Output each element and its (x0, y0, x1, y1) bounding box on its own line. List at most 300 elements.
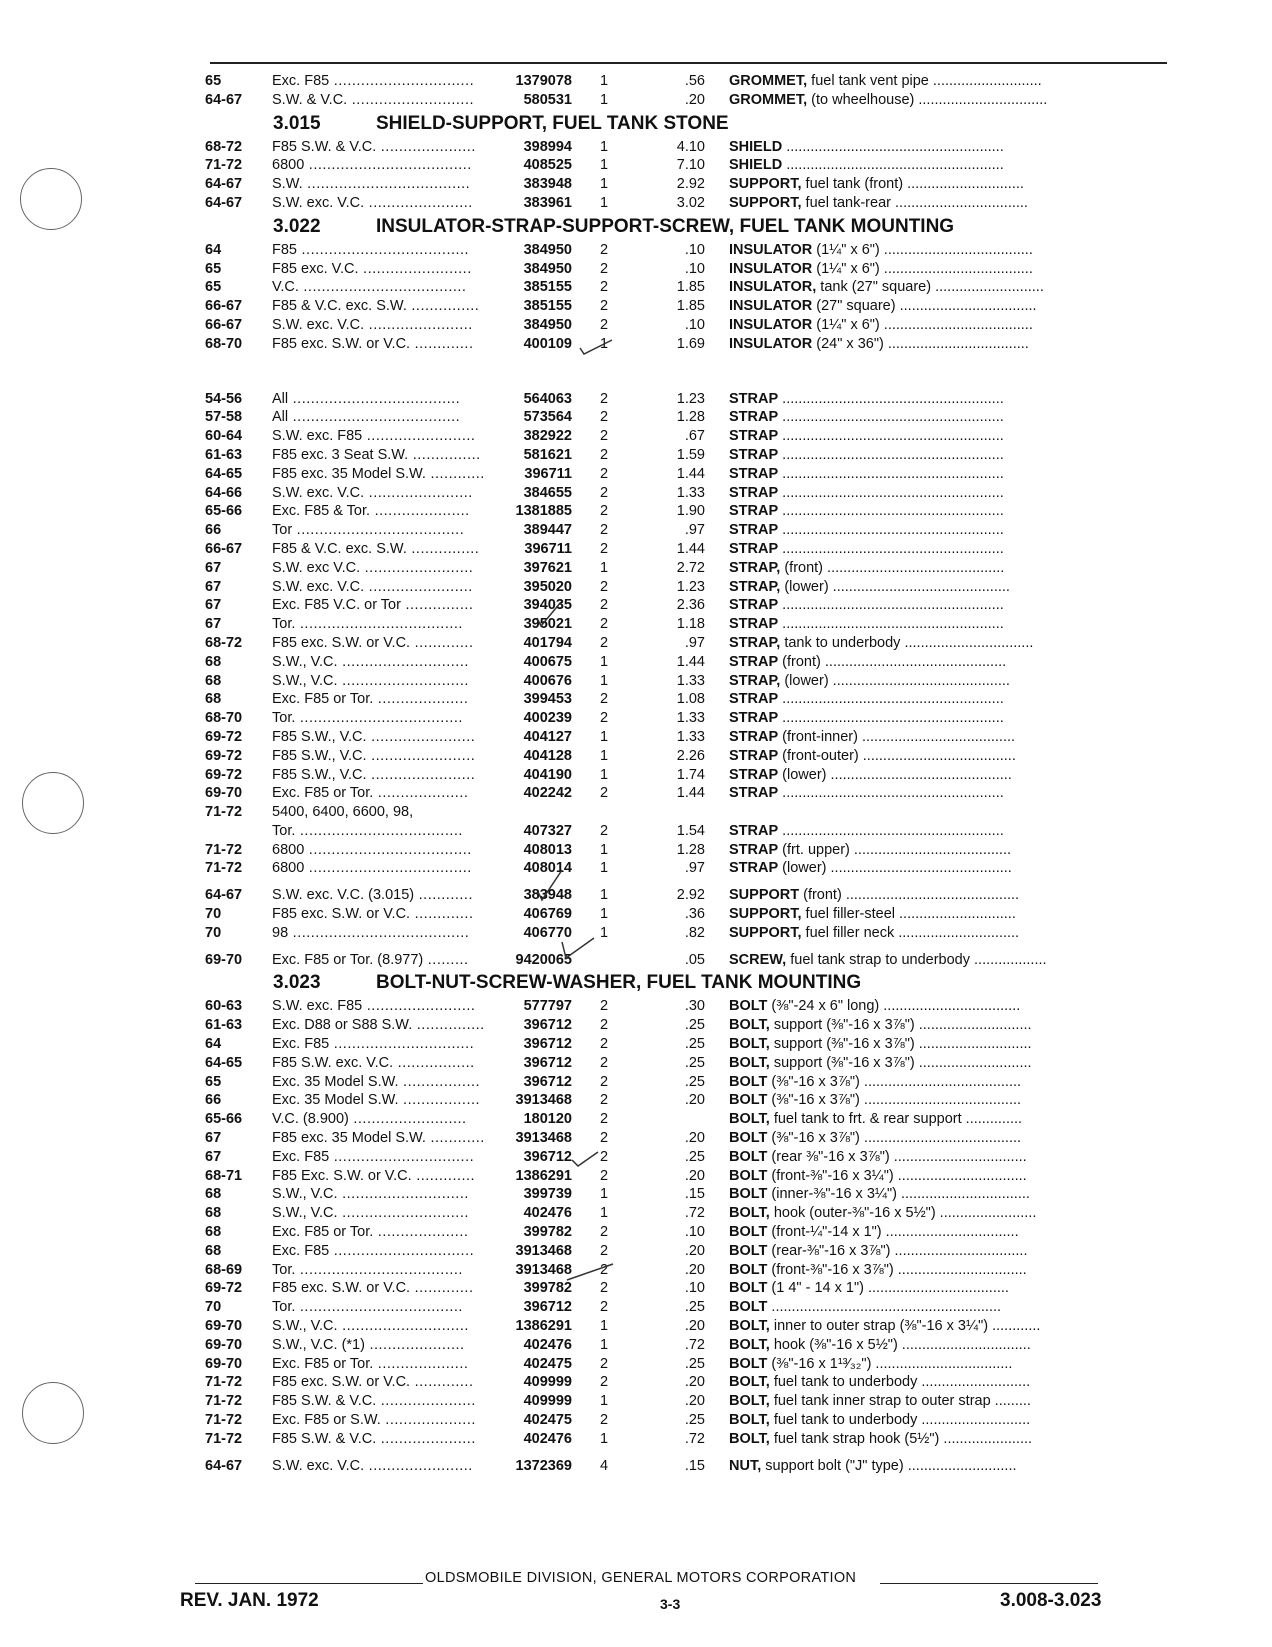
model-years: 70 (205, 924, 222, 941)
model-years: 64-67 (205, 887, 243, 904)
application: F85 S.W., V.C. ....................... (272, 766, 476, 783)
parts-row (205, 822, 1170, 841)
description-keyword: STRAP (729, 522, 779, 539)
application: F85 exc. 35 Model S.W. ............ (272, 1130, 485, 1147)
price: .10 (684, 1280, 705, 1297)
part-number: 1386291 (515, 1167, 572, 1184)
leader-dots: ..................................... (879, 260, 1033, 277)
model-years: 68-70 (205, 710, 243, 727)
description (705, 465, 1170, 484)
description-keyword: BOLT (729, 998, 768, 1015)
parts-row (205, 1185, 1170, 1204)
leader-dots: ...................................... (857, 728, 1016, 745)
description-keyword: BOLT, (729, 1430, 770, 1447)
application: S.W. .................................... (272, 176, 471, 193)
quantity: 2 (600, 279, 609, 296)
parts-row (205, 1317, 1170, 1336)
model-years: 68 (205, 1186, 222, 1203)
description-keyword: BOLT (729, 1280, 768, 1297)
application: 6800 .................................... (272, 157, 472, 174)
description-keyword: NUT, (729, 1457, 762, 1474)
description-keyword: STRAP (729, 409, 779, 426)
application: All ..................................... (272, 390, 461, 407)
application: F85 & V.C. exc. S.W. ............... (272, 298, 480, 315)
description-keyword: BOLT, (729, 1017, 770, 1034)
description (705, 1110, 1170, 1129)
quantity: 2 (600, 1224, 609, 1241)
application: S.W. exc. V.C. ....................... (272, 578, 473, 595)
description (705, 138, 1170, 157)
parts-row (205, 951, 1170, 970)
checkmark-icon (578, 336, 614, 356)
application: Exc. 35 Model S.W. ................. (272, 1092, 481, 1109)
part-number: 573564 (523, 409, 572, 426)
quantity: 1 (600, 860, 609, 877)
footer-section-reference: 3.008-3.023 (1000, 1590, 1102, 1611)
parts-row (205, 859, 1170, 878)
leader-dots: ............... (408, 446, 481, 463)
section-title: SHIELD-SUPPORT, FUEL TANK STONE (376, 112, 729, 134)
description-keyword: SHIELD (729, 138, 783, 155)
parts-row (205, 747, 1170, 766)
leader-dots: ..................................... (288, 409, 461, 426)
application: Tor. .................................... (272, 710, 463, 727)
part-number: 402476 (523, 1336, 572, 1353)
parts-row (205, 1073, 1170, 1092)
quantity: 2 (600, 785, 609, 802)
leader-dots: ..................... (370, 503, 470, 520)
leader-dots: ................................. (889, 1148, 1027, 1165)
price: .10 (684, 260, 705, 277)
model-years: 64 (205, 1036, 222, 1053)
model-years: 68 (205, 653, 222, 670)
description-keyword: SHIELD (729, 157, 783, 174)
part-number: 383948 (523, 176, 572, 193)
model-years: 69-70 (205, 1336, 243, 1353)
price: .15 (684, 1186, 705, 1203)
section-number: 3.023 (273, 972, 321, 994)
price: .72 (684, 1430, 705, 1447)
quantity: 2 (600, 1242, 609, 1259)
description-text: inner to outer strap (⅜"-16 x 3¼") (769, 1318, 989, 1335)
leader-dots: ..................................... (297, 241, 470, 258)
description-keyword: GROMMET, (729, 73, 808, 89)
description-keyword: STRAP (729, 822, 779, 839)
parts-row (205, 653, 1170, 672)
description (705, 390, 1170, 409)
description (705, 766, 1170, 785)
description-text: tank to underbody (780, 634, 901, 651)
leader-dots: ........................... (903, 1457, 1017, 1474)
application: Exc. F85 ............................... (272, 1242, 475, 1259)
part-number: 404128 (523, 747, 572, 764)
part-number: 408013 (523, 841, 572, 858)
leader-dots: ............. (410, 335, 474, 352)
description-keyword: SUPPORT, (729, 194, 802, 211)
application: S.W. exc V.C. ........................ (272, 559, 474, 576)
parts-row (205, 559, 1170, 578)
part-number: 384950 (523, 260, 572, 277)
quantity: 1 (600, 924, 609, 941)
application: F85 exc. 3 Seat S.W. ............... (272, 446, 481, 463)
leader-dots: ....................................................... (778, 390, 1004, 407)
leader-dots: .................................... (295, 616, 463, 633)
description-keyword: SUPPORT (729, 887, 800, 904)
price: 7.10 (676, 157, 705, 174)
parts-row (205, 278, 1170, 297)
quantity: 1 (600, 653, 609, 670)
checkmark-icon (560, 932, 596, 962)
description (705, 709, 1170, 728)
leader-dots: ....................... (364, 1457, 473, 1474)
parts-row (205, 465, 1170, 484)
leader-dots: ........................ (358, 260, 472, 277)
description-text: fuel tank strap to underbody (786, 951, 970, 968)
description-keyword: STRAP, (729, 578, 781, 595)
description-text: (24" x 36") (812, 335, 884, 352)
application: F85 exc. S.W. or V.C. ............. (272, 906, 474, 923)
quantity: 2 (600, 1412, 609, 1428)
parts-row (205, 175, 1170, 194)
leader-dots: ................. (398, 1092, 481, 1109)
price: 2.26 (676, 747, 705, 764)
leader-dots: ..................... (376, 138, 476, 155)
description-keyword: BOLT, (729, 1374, 770, 1391)
leader-dots: ............................ (914, 1036, 1032, 1053)
model-years: 69-70 (205, 951, 243, 968)
application: S.W., V.C. ............................ (272, 672, 469, 689)
price: 1.33 (676, 672, 705, 689)
quantity: 2 (600, 998, 609, 1015)
parts-row (205, 1392, 1170, 1411)
description (705, 540, 1170, 559)
description (705, 1223, 1170, 1242)
quantity: 2 (600, 616, 609, 633)
description-text: (⅜"-16 x 3⅞") (767, 1092, 860, 1109)
price: 1.28 (676, 409, 705, 426)
price: .25 (684, 1148, 705, 1165)
part-number: 577797 (523, 998, 572, 1015)
section-title: BOLT-NUT-SCREW-WASHER, FUEL TANK MOUNTING (376, 972, 862, 994)
group-spacer (205, 354, 1170, 390)
leader-dots: ....................................................... (778, 616, 1004, 633)
section-heading (205, 110, 1170, 138)
description (705, 194, 1170, 213)
parts-row (205, 1035, 1170, 1054)
description-text: fuel tank to frt. & rear support (769, 1111, 962, 1128)
price: 1.54 (676, 822, 705, 839)
leader-dots: .................................... (295, 822, 463, 839)
leader-dots: ............................................ (823, 559, 1005, 576)
description (705, 1016, 1170, 1035)
model-years: 66-67 (205, 316, 243, 333)
description (705, 841, 1170, 860)
parts-row (205, 408, 1170, 427)
application: F85 S.W. & V.C. ..................... (272, 1430, 476, 1447)
quantity: 1 (600, 887, 609, 904)
price: .56 (684, 73, 705, 89)
model-years: 69-70 (205, 785, 243, 802)
description-keyword: INSULATOR, (729, 279, 817, 296)
leader-dots: ...................................................... (782, 138, 1004, 155)
parts-row (205, 1204, 1170, 1223)
model-years: 66-67 (205, 540, 243, 557)
leader-dots: ............ (414, 887, 473, 904)
leader-dots: ........................... (931, 279, 1044, 296)
section-heading (205, 213, 1170, 241)
model-years: 67 (205, 616, 222, 633)
model-years: 57-58 (205, 409, 243, 426)
part-number: 385155 (523, 298, 572, 315)
parts-row (205, 905, 1170, 924)
leader-dots: ......... (423, 951, 469, 968)
description (705, 822, 1170, 841)
application: Exc. F85 or Tor. .................... (272, 1224, 469, 1241)
price: .72 (684, 1205, 705, 1222)
model-years: 67 (205, 597, 222, 614)
leader-dots: .................................... (304, 860, 472, 877)
price: 2.92 (676, 176, 705, 193)
description (705, 1054, 1170, 1073)
quantity: 1 (600, 766, 609, 783)
description-keyword: BOLT (729, 1148, 768, 1165)
description-keyword: STRAP (729, 710, 779, 727)
price: 4.10 (676, 138, 705, 155)
leader-dots: ............... (406, 298, 480, 315)
leader-dots: ............................. (895, 906, 1016, 923)
leader-dots: ................................ (896, 1186, 1030, 1203)
description (705, 728, 1170, 747)
description (705, 1373, 1170, 1392)
leader-dots: ................. (393, 1054, 475, 1071)
description (705, 1279, 1170, 1298)
description (705, 1204, 1170, 1223)
description-keyword: STRAP (729, 465, 779, 482)
description-keyword: BOLT, (729, 1412, 770, 1428)
leader-dots: ....................................................... (778, 503, 1004, 520)
description-text: fuel tank inner strap to outer strap (769, 1393, 991, 1410)
description-keyword: STRAP (729, 728, 779, 745)
part-number: 400675 (523, 653, 572, 670)
leader-dots: .................................... (298, 279, 467, 296)
quantity: 1 (600, 1336, 609, 1353)
description-text: (rear-⅜"-16 x 3⅞") (767, 1242, 891, 1259)
parts-row (205, 1148, 1170, 1167)
leader-dots: ....................................................... (778, 446, 1004, 463)
description (705, 335, 1170, 354)
price: .20 (684, 1242, 705, 1259)
price: .10 (684, 316, 705, 333)
description (705, 672, 1170, 691)
parts-row (205, 690, 1170, 709)
part-number: 399453 (523, 691, 572, 708)
parts-row (205, 997, 1170, 1016)
description-keyword: BOLT (729, 1261, 768, 1278)
part-number: 1381885 (515, 503, 572, 520)
model-years: 67 (205, 1130, 222, 1147)
description-text: support (⅜"-16 x 3⅞") (769, 1036, 915, 1053)
model-years: 64-65 (205, 465, 243, 482)
leader-dots: .................. (970, 951, 1047, 968)
leader-dots: ........................... (917, 1374, 1031, 1391)
parts-row (205, 784, 1170, 803)
description-keyword: BOLT (729, 1299, 768, 1316)
leader-dots: ....................................... (859, 1130, 1022, 1147)
leader-dots: .................... (373, 1355, 469, 1372)
parts-row (205, 427, 1170, 446)
price: 1.85 (676, 279, 705, 296)
part-number: 406769 (523, 906, 572, 923)
parts-row (205, 91, 1170, 110)
description-text: fuel tank (front) (801, 176, 904, 193)
footer-division: OLDSMOBILE DIVISION, GENERAL MOTORS CORPORATION (425, 1570, 857, 1586)
leader-dots: ................................. (881, 1224, 1019, 1241)
description-keyword: GROMMET, (729, 91, 808, 108)
leader-dots: ............................ (337, 653, 469, 670)
model-years: 71-72 (205, 841, 243, 858)
description (705, 72, 1170, 91)
quantity: 2 (600, 1130, 609, 1147)
description-text: (front-outer) (778, 747, 859, 764)
description-keyword: BOLT (729, 1242, 768, 1259)
leader-dots: ............................................ (828, 672, 1010, 689)
leader-dots: ............................................. (826, 860, 1012, 877)
model-years: 68 (205, 1205, 222, 1222)
part-number: 384950 (523, 316, 572, 333)
parts-row (205, 841, 1170, 860)
part-number: 396712 (523, 1299, 572, 1316)
description (705, 615, 1170, 634)
price: 1.23 (676, 578, 705, 595)
description (705, 1242, 1170, 1261)
part-number: 396712 (523, 1017, 572, 1034)
part-number: 397621 (523, 559, 572, 576)
application: S.W., V.C. ............................ (272, 1205, 469, 1222)
description-keyword: BOLT (729, 1092, 768, 1109)
binder-hole-bottom (22, 1382, 84, 1444)
description-keyword: BOLT, (729, 1111, 770, 1128)
quantity: 1 (600, 73, 609, 89)
price: .82 (684, 924, 705, 941)
leader-dots: ............. (411, 1167, 476, 1184)
quantity: 2 (600, 1374, 609, 1391)
description (705, 502, 1170, 521)
price: .20 (684, 91, 705, 108)
leader-dots: ..................................... (879, 241, 1033, 258)
price: 1.85 (676, 298, 705, 315)
description-text: (inner-⅜"-16 x 3¼") (767, 1186, 897, 1203)
part-number: 384655 (523, 484, 572, 501)
quantity: 2 (600, 597, 609, 614)
part-number: 408014 (523, 860, 572, 877)
model-years: 71-72 (205, 1374, 243, 1391)
application: Exc. F85 or Tor. .................... (272, 785, 469, 802)
model-years: 64 (205, 241, 222, 258)
description-text: (1 4" - 14 x 1") (767, 1280, 864, 1297)
description (705, 1035, 1170, 1054)
description-keyword: SUPPORT, (729, 906, 802, 923)
quantity: 1 (600, 157, 609, 174)
part-number: 408525 (523, 157, 572, 174)
application: F85 S.W. exc. V.C. ................. (272, 1054, 475, 1071)
application: Exc. F85 ............................... (272, 1148, 475, 1165)
description (705, 951, 1170, 970)
price: 1.44 (676, 785, 705, 802)
parts-row (205, 709, 1170, 728)
leader-dots: ....................................................... (778, 484, 1004, 501)
parts-row (205, 886, 1170, 905)
leader-dots: ............. (410, 906, 474, 923)
application: Exc. D88 or S88 S.W. ............... (272, 1017, 485, 1034)
part-number: 383948 (523, 887, 572, 904)
parts-row (205, 615, 1170, 634)
leader-dots: .................... (380, 1412, 476, 1428)
price: 1.18 (676, 616, 705, 633)
description-text: (rear ⅜"-16 x 3⅞") (767, 1148, 890, 1165)
leader-dots: ............................ (337, 1318, 469, 1335)
model-years: 69-72 (205, 728, 243, 745)
application: Exc. F85 or Tor. .................... (272, 691, 469, 708)
leader-dots: ........................ (362, 998, 476, 1015)
model-years: 64-67 (205, 91, 243, 108)
parts-row (205, 1373, 1170, 1392)
quantity: 1 (600, 747, 609, 764)
leader-dots: ............. (410, 634, 474, 651)
quantity: 2 (600, 1167, 609, 1184)
description-text: (⅜"-24 x 6" long) (767, 998, 880, 1015)
description-keyword: STRAP (729, 484, 779, 501)
application: Exc. F85 or S.W. .................... (272, 1412, 476, 1428)
quantity: 1 (600, 672, 609, 689)
leader-dots: .................... (373, 1224, 469, 1241)
parts-row (205, 521, 1170, 540)
model-years: 65-66 (205, 1111, 243, 1128)
quantity: 2 (600, 503, 609, 520)
price: 1.33 (676, 484, 705, 501)
description-keyword: BOLT (729, 1073, 768, 1090)
price: 1.44 (676, 653, 705, 670)
description (705, 260, 1170, 279)
description-keyword: STRAP (729, 428, 779, 445)
part-number: 404127 (523, 728, 572, 745)
group-spacer (205, 943, 1170, 951)
price: .20 (684, 1393, 705, 1410)
description-keyword: INSULATOR (729, 241, 813, 258)
leader-dots: ....................................................... (778, 522, 1004, 539)
model-years: 66 (205, 522, 222, 539)
quantity: 2 (600, 1073, 609, 1090)
description (705, 1129, 1170, 1148)
leader-dots: ................................ (897, 1336, 1031, 1353)
price: 1.59 (676, 446, 705, 463)
parts-row (205, 1110, 1170, 1129)
model-years: 67 (205, 578, 222, 595)
part-number: 1379078 (515, 73, 572, 89)
price: .20 (684, 1318, 705, 1335)
leader-dots: ..................... (364, 1336, 465, 1353)
leader-dots: ................................ (893, 1167, 1027, 1184)
quantity: 2 (600, 578, 609, 595)
description-text: (front) (780, 559, 824, 576)
part-number: 9420065 (515, 951, 572, 968)
quantity: 2 (600, 522, 609, 539)
price: 3.02 (676, 194, 705, 211)
description (705, 484, 1170, 503)
quantity: 1 (600, 1430, 609, 1447)
leader-dots: ...................................................... (782, 157, 1004, 174)
description-keyword: STRAP (729, 597, 779, 614)
leader-dots: .................................... (295, 1299, 463, 1316)
